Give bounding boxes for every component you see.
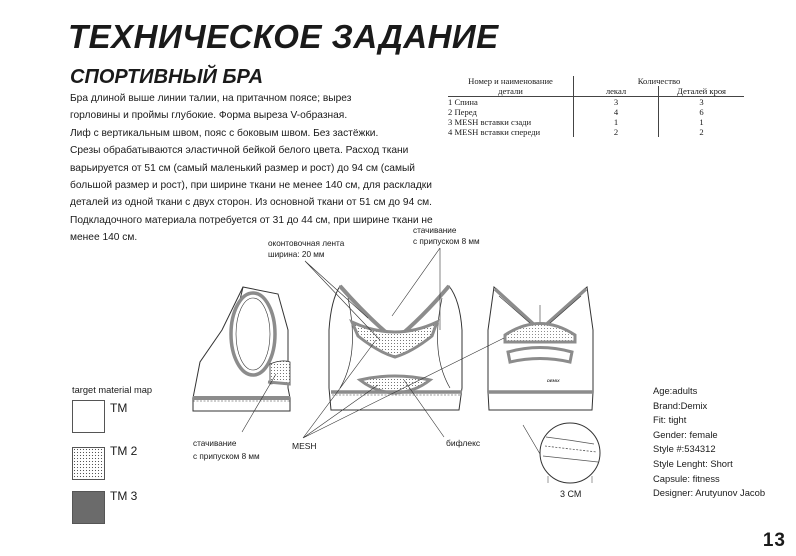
part-cut: 6 [699, 107, 704, 117]
part-patterns: 2 [574, 127, 659, 137]
spec-item: Brand:Demix [653, 399, 708, 411]
part-name: 3 MESH вставки сзади [448, 117, 574, 127]
brand-logo: DEMIX [547, 378, 560, 383]
part-name: 4 MESH вставки спереди [448, 127, 574, 137]
binding-detail-circle [523, 423, 600, 483]
part-cut: 3 [699, 97, 704, 107]
part-cut: 1 [699, 117, 704, 127]
parts-header-qty: Количество [637, 76, 681, 86]
spec-item: Style Lenght: Short [653, 457, 733, 469]
description-line: Срезы обрабатываются эластичной бейкой белого цвета. Расход ткани [70, 145, 409, 157]
part-patterns: 3 [574, 97, 659, 108]
seam-top-label: стачивание [413, 226, 457, 235]
binding-tape-label: оконтовочная лента [268, 239, 345, 248]
part-name: 1 Спина [448, 97, 574, 108]
tm2-swatch [72, 447, 105, 480]
seam-bottom-label: стачивание [193, 439, 237, 448]
spec-list [653, 384, 765, 501]
tm3-label: TM 3 [110, 489, 138, 503]
section-subtitle: СПОРТИВНЫЙ БРА [70, 66, 264, 88]
description-line: горловины и проймы глубокие. Форма выреза V-образная. [70, 110, 348, 122]
spec-item: Designer: Arutyunov Jacob [653, 487, 766, 499]
part-patterns: 1 [574, 117, 659, 127]
part-name: 2 Перед [448, 107, 574, 117]
part-patterns: 4 [574, 107, 659, 117]
detail-size-label: 3 СМ [560, 489, 582, 499]
description-line: большой размер и рост), при ширине ткани не менее 140 см, для раскладки [70, 180, 432, 192]
binding-tape-width-label: ширина: 20 мм [268, 250, 325, 259]
seam-top-allowance-label: с припуском 8 мм [413, 237, 480, 246]
spec-item: Style #:534312 [653, 443, 716, 455]
spec-item: Age:adults [653, 385, 698, 396]
parts-col-patterns: лекал [574, 86, 659, 97]
legend-title: target material map [72, 385, 153, 395]
parts-header-name: Номер и наименование [448, 76, 574, 86]
tm3-swatch [72, 491, 105, 524]
mesh-label: MESH [292, 441, 317, 451]
description-line: Бра длиной выше линии талии, на притачном поясе; вырез [70, 93, 352, 104]
description-line: деталей из одной ткани с двух сторон. Из основной ткани от 51 см до 94 см. [70, 197, 432, 209]
page-number: 13 [762, 530, 786, 551]
tm-label: TM [110, 401, 128, 415]
description-line: Лиф с вертикальным швом, пояс с боковым швом. Без застёжки. [70, 127, 379, 139]
tm-swatch [72, 400, 105, 433]
parts-col-cut: Деталей кроя [659, 86, 745, 97]
description-line: Подкладочного материала потребуется от 31 до 44 см, при ширине ткани не [70, 214, 433, 226]
back-view-sketch [488, 287, 593, 410]
page-title: ТЕХНИЧЕСКОЕ ЗАДАНИЕ [68, 18, 499, 55]
tm2-label: TM 2 [110, 444, 138, 458]
seam-bottom-allowance-label: с припуском 8 мм [193, 452, 260, 461]
biflex-label: бифлекс [446, 438, 481, 448]
spec-item: Gender: female [653, 428, 718, 440]
side-view-sketch [193, 287, 290, 411]
parts-header-name-cont: детали [448, 86, 574, 97]
part-cut: 2 [699, 127, 704, 137]
spec-item: Capsule: fitness [653, 472, 720, 484]
spec-item: Fit: tight [653, 414, 687, 426]
description-line: менее 140 см. [70, 232, 138, 244]
front-view-sketch [329, 286, 462, 410]
description-line: варьируется от 51 см (самый маленький размер и рост) до 94 см (самый [70, 162, 415, 174]
